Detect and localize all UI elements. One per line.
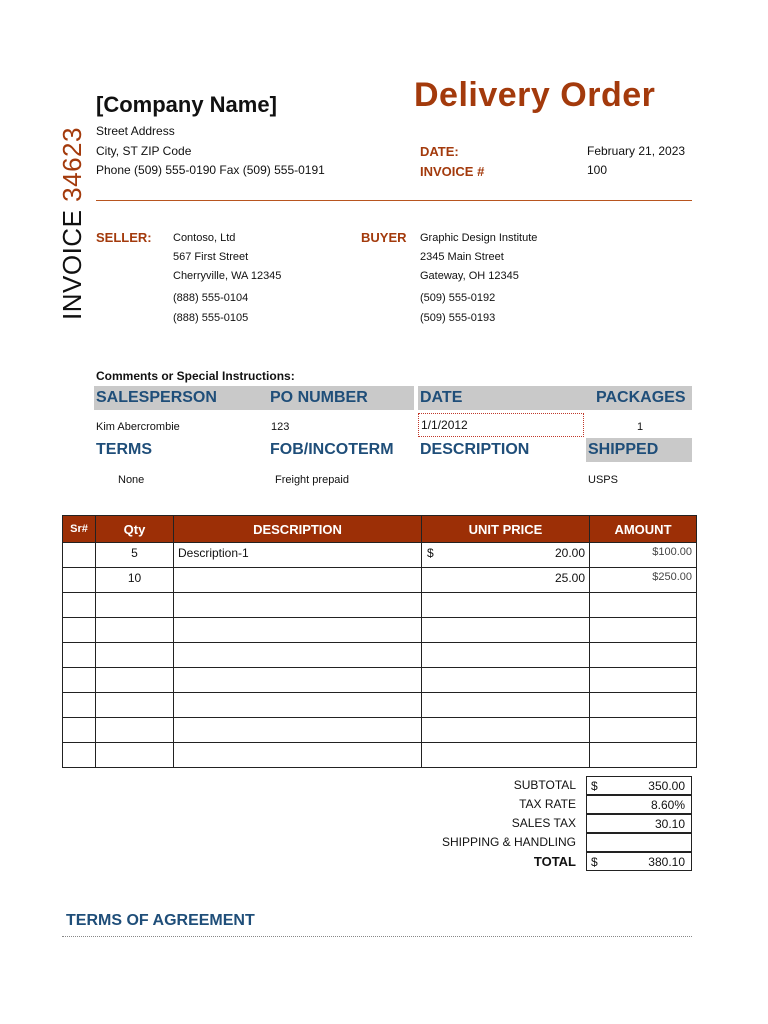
unit-price-cell[interactable] bbox=[422, 618, 590, 643]
packages-header: PACKAGES bbox=[596, 389, 686, 406]
line-items-header-row bbox=[63, 516, 697, 543]
seller-line: 567 First Street bbox=[173, 251, 249, 263]
qty-cell[interactable] bbox=[96, 618, 174, 643]
company-street: Street Address bbox=[96, 124, 175, 138]
document-title: Delivery Order bbox=[414, 76, 656, 114]
total-label: TOTAL bbox=[533, 854, 576, 869]
sales-tax-row bbox=[400, 814, 692, 834]
description-header: DESCRIPTION bbox=[420, 441, 530, 458]
description-cell[interactable] bbox=[174, 743, 422, 768]
subtotal-label: SUBTOTAL bbox=[513, 778, 576, 792]
sr-cell[interactable] bbox=[63, 543, 96, 568]
qty-cell[interactable] bbox=[96, 718, 174, 743]
amount-cell[interactable]: $250.00 bbox=[590, 568, 697, 593]
table-row bbox=[63, 568, 697, 593]
buyer-line: (509) 555-0192 bbox=[420, 292, 496, 304]
date-header: DATE bbox=[420, 389, 463, 406]
amount-cell[interactable] bbox=[590, 668, 697, 693]
salesperson-value: Kim Abercrombie bbox=[96, 421, 180, 433]
date-label: DATE: bbox=[420, 144, 459, 159]
subtotal-currency: $ bbox=[591, 779, 598, 793]
invoice-word: INVOICE bbox=[57, 209, 87, 320]
amount-cell[interactable] bbox=[590, 593, 697, 618]
description-cell[interactable]: Description-1 bbox=[174, 543, 422, 568]
terms-value: None bbox=[118, 474, 145, 486]
salesperson-po-header-bar bbox=[94, 386, 414, 410]
tax-rate-row bbox=[400, 795, 692, 815]
sr-cell[interactable] bbox=[63, 593, 96, 618]
invoice-label: INVOICE # bbox=[420, 164, 485, 179]
table-row bbox=[63, 743, 697, 768]
total-box bbox=[586, 852, 692, 871]
invoice-side-label bbox=[52, 60, 92, 320]
terms-header: TERMS bbox=[96, 441, 152, 458]
shipped-header: SHIPPED bbox=[586, 438, 692, 462]
terms-of-agreement-heading: TERMS OF AGREEMENT bbox=[66, 912, 255, 929]
invoice-side-number: 34623 bbox=[57, 127, 87, 202]
unit-price-value: 20.00 bbox=[554, 546, 585, 560]
unit-price-cell[interactable] bbox=[422, 543, 590, 568]
unit-price-cell[interactable] bbox=[422, 568, 590, 593]
qty-cell[interactable] bbox=[96, 743, 174, 768]
seller-line: (888) 555-0105 bbox=[173, 312, 249, 324]
shipping-row bbox=[400, 833, 692, 853]
qty-cell[interactable]: 5 bbox=[96, 543, 174, 568]
amount-cell[interactable] bbox=[590, 743, 697, 768]
total-row bbox=[400, 852, 692, 872]
qty-cell[interactable] bbox=[96, 668, 174, 693]
sales-tax-box bbox=[586, 814, 692, 833]
company-phone-fax: Phone (509) 555-0190 Fax (509) 555-0191 bbox=[96, 163, 325, 177]
total-currency: $ bbox=[591, 855, 598, 869]
sr-cell[interactable] bbox=[63, 668, 96, 693]
unit-price-value: 25.00 bbox=[554, 571, 585, 585]
col-sr: Sr# bbox=[63, 516, 96, 543]
date-value: February 21, 2023 bbox=[587, 144, 686, 158]
buyer-line: Gateway, OH 12345 bbox=[420, 270, 519, 282]
description-cell[interactable] bbox=[174, 668, 422, 693]
fob-header: FOB/INCOTERM bbox=[270, 441, 394, 458]
description-cell[interactable] bbox=[174, 593, 422, 618]
description-cell[interactable] bbox=[174, 618, 422, 643]
table-row bbox=[63, 718, 697, 743]
seller-line: Contoso, Ltd bbox=[173, 232, 236, 244]
amount-cell[interactable] bbox=[590, 693, 697, 718]
salesperson-header: SALESPERSON bbox=[96, 389, 217, 406]
sales-tax-value: 30.10 bbox=[654, 817, 685, 831]
company-name: [Company Name] bbox=[96, 92, 277, 117]
table-row bbox=[63, 668, 697, 693]
qty-cell[interactable] bbox=[96, 593, 174, 618]
subtotal-box bbox=[586, 776, 692, 795]
tax-rate-value: 8.60% bbox=[650, 798, 685, 812]
table-row bbox=[63, 593, 697, 618]
sr-cell[interactable] bbox=[63, 618, 96, 643]
col-description: DESCRIPTION bbox=[174, 516, 422, 543]
buyer-line: (509) 555-0193 bbox=[420, 312, 496, 324]
shipping-label: SHIPPING & HANDLING bbox=[441, 835, 576, 849]
terms-divider bbox=[62, 936, 692, 937]
sr-cell[interactable] bbox=[63, 568, 96, 593]
table-row bbox=[63, 693, 697, 718]
date-packages-header-bar bbox=[418, 386, 692, 410]
unit-price-cell[interactable] bbox=[422, 693, 590, 718]
sr-cell[interactable] bbox=[63, 743, 96, 768]
description-cell[interactable] bbox=[174, 718, 422, 743]
invoice-value: 100 bbox=[587, 163, 608, 177]
shipping-box bbox=[586, 833, 692, 852]
sr-cell[interactable] bbox=[63, 643, 96, 668]
col-amount: AMOUNT bbox=[590, 516, 697, 543]
table-row bbox=[63, 643, 697, 668]
amount-cell[interactable] bbox=[590, 618, 697, 643]
unit-price-cell[interactable] bbox=[422, 593, 590, 618]
buyer-line: Graphic Design Institute bbox=[420, 232, 538, 244]
sr-cell[interactable] bbox=[63, 693, 96, 718]
seller-line: (888) 555-0104 bbox=[173, 292, 249, 304]
shipped-value: USPS bbox=[588, 474, 618, 486]
seller-label: SELLER: bbox=[96, 230, 152, 245]
col-qty: Qty bbox=[96, 516, 174, 543]
subtotal-value: 350.00 bbox=[648, 779, 685, 793]
amount-cell[interactable] bbox=[590, 718, 697, 743]
packages-value: 1 bbox=[636, 421, 644, 433]
unit-price-cell[interactable] bbox=[422, 643, 590, 668]
unit-price-cell[interactable] bbox=[422, 718, 590, 743]
qty-cell[interactable] bbox=[96, 693, 174, 718]
buyer-label: BUYER bbox=[361, 230, 407, 245]
table-row bbox=[63, 543, 697, 568]
company-city: City, ST ZIP Code bbox=[96, 144, 192, 158]
po-number-value: 123 bbox=[271, 421, 290, 433]
fob-value: Freight prepaid bbox=[275, 474, 349, 486]
tax-rate-box bbox=[586, 795, 692, 814]
qty-cell[interactable]: 10 bbox=[96, 568, 174, 593]
table-row bbox=[63, 618, 697, 643]
qty-cell[interactable] bbox=[96, 643, 174, 668]
unit-price-cell[interactable] bbox=[422, 743, 590, 768]
unit-price-cell[interactable] bbox=[422, 668, 590, 693]
total-value: 380.10 bbox=[648, 855, 685, 869]
col-unit-price: UNIT PRICE bbox=[422, 516, 590, 543]
amount-cell[interactable] bbox=[590, 643, 697, 668]
seller-line: Cherryville, WA 12345 bbox=[173, 270, 282, 282]
line-items-table bbox=[62, 515, 697, 768]
description-cell[interactable] bbox=[174, 693, 422, 718]
description-cell[interactable] bbox=[174, 568, 422, 593]
po-number-header: PO NUMBER bbox=[270, 389, 368, 406]
unit-price-currency: $ bbox=[427, 546, 434, 560]
description-cell[interactable] bbox=[174, 643, 422, 668]
tax-rate-label: TAX RATE bbox=[519, 797, 576, 811]
subtotal-row bbox=[400, 776, 692, 796]
comments-label: Comments or Special Instructions: bbox=[96, 369, 295, 383]
sr-cell[interactable] bbox=[63, 718, 96, 743]
amount-cell[interactable]: $100.00 bbox=[590, 543, 697, 568]
header-divider bbox=[96, 200, 692, 201]
date-input[interactable]: 1/1/2012 bbox=[418, 413, 584, 437]
buyer-line: 2345 Main Street bbox=[420, 251, 504, 263]
sales-tax-label: SALES TAX bbox=[511, 816, 576, 830]
